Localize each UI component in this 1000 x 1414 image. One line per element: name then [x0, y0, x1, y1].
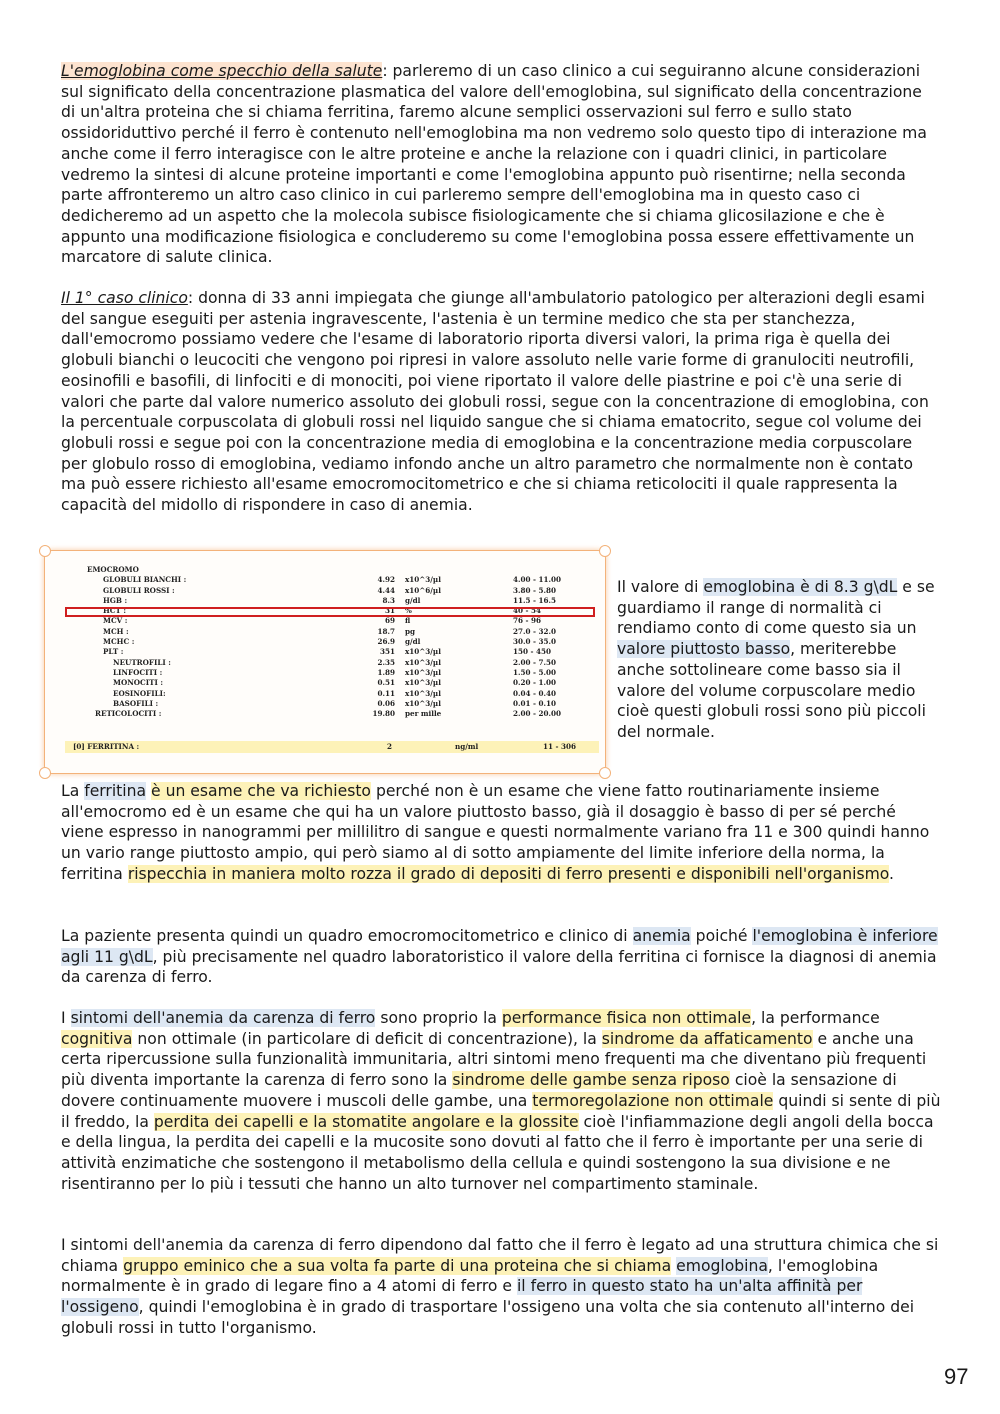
lab-row-unit: fl: [405, 616, 411, 626]
lab-row-value: 1.89: [377, 667, 395, 677]
lab-row: [65, 575, 595, 585]
lab-row-name: BASOFILI :: [113, 698, 159, 708]
lab-row: [65, 586, 595, 596]
text: I sintomi dell'anemia da carenza di ferro dipendono dal fatto che il ferro è legato ad una struttura chimica che si chiama: [61, 1236, 939, 1275]
text: .: [889, 864, 895, 883]
lab-row: [65, 699, 595, 709]
lab-row-unit: per mille: [405, 709, 442, 719]
hl-performance: performance fisica non ottimale: [501, 1009, 752, 1027]
lab-row: [65, 627, 595, 637]
lab-row-range: 27.0 - 32.0: [513, 626, 556, 636]
lab-row-name: GLOBULI ROSSI :: [103, 585, 175, 595]
ferritina-name: [0] FERRITINA :: [73, 742, 140, 751]
lab-row-range: 2.00 - 20.00: [513, 709, 561, 719]
hl-affaticamento: sindrome da affaticamento: [601, 1029, 813, 1048]
intro-title: L'emoglobina come specchio della salute: [61, 62, 383, 80]
text: poiché: [690, 927, 753, 945]
lab-row-value: 69: [384, 616, 395, 626]
lab-row: [65, 709, 595, 719]
text: sono proprio la: [375, 1009, 502, 1027]
lab-row-value: 26.9: [377, 637, 395, 647]
lab-row: [65, 658, 595, 668]
note-text: , meriterebbe anche sottolineare come basso sia il valore del volume corpuscolare medio cioè questi globuli rossi sono più piccoli del normale.: [617, 640, 926, 741]
scroll-curl: [599, 767, 611, 779]
case-text: : donna di 33 anni impiegata che giunge all'ambulatorio patologico per alterazioni degli esami del sangue eseguiti per astenia ingravescente, l'astenia è un termine medico che sta per stanchezza, dall'emocromo possiamo vedere che l'esame di laboratorio riporta diversi valori, la prima riga è quella dei globuli bianchi o leucociti che vengono poi ripresi in valore assoluto nelle varie forme di granulociti neutrofili, eosinofili e basofili, di linfociti e di monociti, poi viene riportato il valore delle piastrine e poi c'è una serie di valori che parte dal valore numerico assoluto dei globuli rossi, segue con la concentrazione di emoglobina, con la percentuale corpuscolata di globuli rossi nel liquido sangue che si chiama ematocrito, segue col volume dei globuli rossi e segue poi con la concentrazione media di emoglobina e la concentrazione media corpuscolare per globulo rosso di emoglobina, vediamo infondo anche un altro parametro che normalmente non è contato ma può essere richiesto all'esame emocromocitometrico e che si chiama reticolociti il quale rappresenta la capacità del midollo di rispondere in caso di anemia.: [61, 289, 929, 515]
lab-table: [65, 565, 595, 719]
lab-row-name: PLT :: [103, 647, 124, 657]
ferritina-paragraph: [61, 781, 941, 885]
lab-row-name: HGB :: [103, 595, 128, 605]
iron-paragraph: [61, 1235, 941, 1339]
lab-row: [65, 647, 595, 657]
hl-emoglobina-inferiore: l'emoglobina è inferiore agli 11 g\dL: [61, 927, 938, 966]
lab-row-name: MCV :: [103, 616, 128, 626]
lab-row-unit: g/dl: [405, 595, 421, 605]
hl-gruppo-eminico: gruppo eminico che a sua volta fa parte di una proteina che si chiama: [123, 1256, 672, 1275]
lab-row-range: 2.00 - 7.50: [513, 657, 556, 667]
lab-row-name: EOSINOFILI:: [113, 688, 166, 698]
lab-row-range: 30.0 - 35.0: [513, 637, 556, 647]
lab-row-name: GLOBULI BIANCHI :: [103, 575, 187, 585]
text: , più precisamente nel quadro laboratoristico il valore della ferritina ci fornisce la diagnosi di anemia da carenza di ferro.: [61, 947, 937, 987]
lab-row-range: 3.80 - 5.80: [513, 585, 556, 595]
lab-row-unit: x10^3/µl: [405, 575, 441, 585]
scroll-curl: [599, 545, 611, 557]
lab-section: [65, 565, 595, 575]
case-paragraph: [61, 288, 941, 516]
text: e anche una certa ripercussione sulla funzionalità immunitaria, altri sintomi meno frequenti ma che diventano più frequenti più diventa importante la carenza di ferro sono la: [61, 1029, 927, 1090]
note-text: e se guardiamo il range di normalità ci rendiamo conto di come questo sia un: [617, 578, 935, 638]
lab-row-range: 76 - 96: [513, 616, 541, 626]
intro-text: : parleremo di un caso clinico a cui seguiranno alcune considerazioni sul significato della concentrazione plasmatica del valore dell'emoglobina, sul significato della concentrazione di un'altra proteina che si chiama ferritina, faremo alcune semplici osservazioni sul ferro e sullo stato ossidoriduttivo perché il ferro è contenuto nell'emoglobina ma non vedremo solo questo tipo di interazione ma anche come il ferro interagisce con le altre proteine e anche la relazione con i quadri clinici, in particolare vedremo la sintesi di alcune proteine importanti e come l'emoglobina appunto può risentirne; nella seconda parte affronteremo un altro caso clinico in cui parleremo sempre dell'emoglobina ma in questo caso ci dedicheremo ad un aspetto che la molecola subisce fisiologicamente che si chiama glicosilazione e che è appunto una modificazione fisiologica e concluderemo su come l'emoglobina possa essere effettivamente un marcatore di salute clinica.: [61, 62, 927, 267]
symptoms-paragraph: [61, 1008, 941, 1194]
note-text: Il valore di: [617, 578, 704, 596]
lab-row-unit: x10^3/µl: [405, 647, 441, 657]
lab-row-value: 19.80: [372, 709, 395, 719]
lab-row-name: LINFOCITI :: [113, 667, 163, 677]
lab-row-value: 0.11: [377, 688, 395, 698]
lab-row-name: HCT :: [103, 606, 127, 616]
lab-row-value: 31: [384, 606, 395, 616]
lab-row-value: 0.51: [377, 678, 395, 688]
ferritina-row: [65, 741, 599, 753]
lab-section-title: EMOCROMO: [87, 565, 139, 574]
lab-row-value: 4.92: [377, 575, 395, 585]
lab-row-value: 0.06: [377, 698, 395, 708]
lab-row-range: 1.50 - 5.00: [513, 667, 556, 677]
ferritina-value: 2: [387, 742, 393, 751]
text: , la performance: [751, 1009, 880, 1027]
hl-ferritina: ferritina: [84, 782, 147, 800]
scroll-curl: [39, 767, 51, 779]
lab-row-range: 0.04 - 0.40: [513, 688, 556, 698]
lab-row-unit: x10^6/µl: [405, 585, 441, 595]
page-number: 97: [944, 1364, 969, 1389]
hemoglobin-note: [617, 577, 942, 743]
lab-row-value: 18.7: [377, 626, 395, 636]
hl-sintomi: sintomi dell'anemia da carenza di ferro: [70, 1009, 376, 1027]
hl-capelli: perdita dei capelli e la stomatite angolare e la glossite: [153, 1112, 579, 1131]
lab-row: [65, 668, 595, 678]
lab-row: [65, 678, 595, 688]
hl-depositi: rispecchia in maniera molto rozza il grado di depositi di ferro presenti e disponibili nell'organismo: [127, 864, 890, 883]
lab-row-name: MCHC :: [103, 637, 135, 647]
lab-row: [65, 596, 595, 606]
hgb-highlight-box: [65, 607, 595, 617]
text: non ottimale (in particolare di deficit di concentrazione), la: [132, 1029, 602, 1048]
lab-row-value: 2.35: [377, 657, 395, 667]
lab-row-value: 351: [379, 647, 395, 657]
lab-row-unit: x10^3/µl: [405, 698, 441, 708]
case-title: Il 1° caso clinico: [61, 289, 188, 307]
lab-row-range: 150 - 450: [513, 647, 551, 657]
lab-row-unit: g/dl: [405, 637, 421, 647]
note-hl-hemoglobin: emoglobina è di 8.3 g\dL: [703, 578, 898, 596]
hl-anemia: anemia: [632, 927, 691, 945]
hl-gambe: sindrome delle gambe senza riposo: [452, 1071, 730, 1090]
lab-row-name: RETICOLOCITI :: [95, 709, 162, 719]
anemia-paragraph: [61, 926, 941, 988]
ferritina-unit: ng/ml: [455, 742, 479, 751]
lab-row-name: MONOCITI :: [113, 678, 163, 688]
lab-row-value: 4.44: [377, 585, 395, 595]
ferritina-range: 11 - 306: [543, 742, 576, 751]
hl-esame: è un esame che va richiesto: [151, 782, 371, 800]
lab-results-image: [44, 550, 606, 774]
text: , l'emoglobina normalmente è in grado di legare fino a 4 atomi di ferro e: [61, 1256, 879, 1296]
scroll-curl: [39, 545, 51, 557]
text: cioè la sensazione di dovere continuamente muovere i muscoli delle gambe, una: [61, 1071, 897, 1110]
lab-row: [65, 637, 595, 647]
intro-paragraph: [61, 61, 941, 268]
text: La: [61, 782, 85, 800]
text: perché non è un esame che viene fatto routinariamente insieme all'emocromo ed è un esame che qui ha un valore piuttosto basso, già il dosaggio è basso di per sé perché viene espresso in nanogrammi per millilitro di sangue e questi normalmente variano fra 11 e 300 quindi hanno un vario range piuttosto ampio, qui però siamo al di sotto ampiamente del limite inferiore della norma, la ferritina: [61, 782, 930, 883]
lab-row-unit: %: [405, 606, 412, 616]
text: I: [61, 1009, 71, 1027]
note-hl-low: valore piuttosto basso: [617, 640, 791, 659]
lab-row: [65, 689, 595, 699]
lab-row-unit: x10^3/µl: [405, 667, 441, 677]
hl-affinita: il ferro in questo stato ha un'alta affinità per l'ossigeno: [61, 1277, 863, 1317]
lab-row-value: 8.3: [382, 595, 395, 605]
lab-row-range: 0.01 - 0.10: [513, 698, 556, 708]
lab-row-unit: x10^3/µl: [405, 657, 441, 667]
lab-row-name: MCH :: [103, 626, 129, 636]
hl-termoregolazione: termoregolazione non ottimale: [532, 1091, 774, 1110]
text: quindi si sente di più il freddo, la: [61, 1091, 941, 1131]
lab-row-unit: x10^3/µl: [405, 688, 441, 698]
hl-emoglobina: emoglobina: [676, 1256, 768, 1275]
lab-row-unit: pg: [405, 626, 416, 636]
text: La paziente presenta quindi un quadro emocromocitometrico e clinico di: [61, 927, 633, 945]
lab-row-range: 0.20 - 1.00: [513, 678, 556, 688]
lab-row-name: NEUTROFILI :: [113, 657, 171, 667]
lab-row-unit: x10^3/µl: [405, 678, 441, 688]
lab-row-range: 40 - 54: [513, 606, 541, 616]
lab-row-range: 11.5 - 16.5: [513, 595, 556, 605]
text: , quindi l'emoglobina è in grado di trasportare l'ossigeno una volta che sia contenuto all'interno dei globuli rossi in tutto l'organismo.: [61, 1298, 915, 1337]
lab-row-range: 4.00 - 11.00: [513, 575, 561, 585]
lab-row: [65, 616, 595, 626]
hl-cognitiva: cognitiva: [61, 1029, 133, 1048]
text: cioè l'infiammazione degli angoli della bocca e della lingua, la perdita dei capelli e la mucosite sono dovuti al fatto che il ferro è importante per una serie di attività enzimatiche che sostengono il metabolismo della cellula e quindi sostengono la sua divisione e ne risentiranno per lo più i tessuti che hanno un alto turnover nel compartimento staminale.: [61, 1112, 934, 1193]
